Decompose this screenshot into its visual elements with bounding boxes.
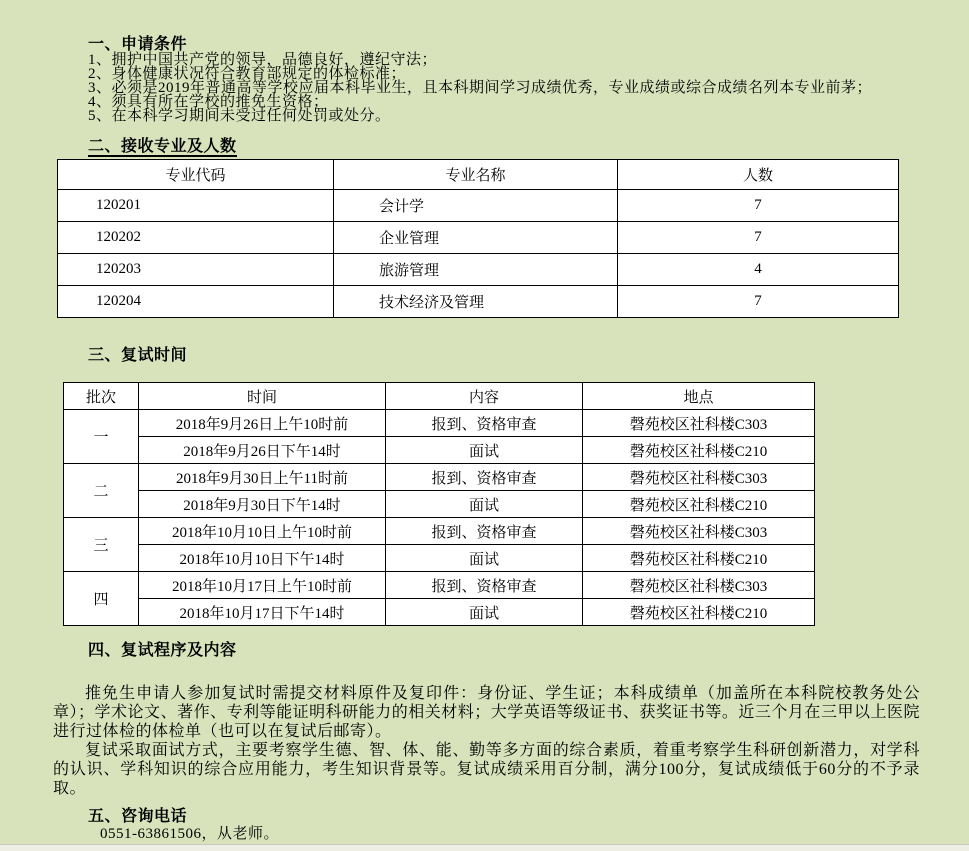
table-row (64, 437, 815, 464)
major-name-cell: 技术经济及管理 (334, 286, 618, 318)
column-header-location: 地点 (583, 383, 815, 410)
batch-cell: 二 (64, 464, 139, 518)
schedule-table-header-row (64, 383, 815, 410)
time-cell: 2018年10月10日上午10时前 (139, 518, 386, 545)
count-cell: 4 (618, 254, 899, 286)
column-header-time: 时间 (139, 383, 386, 410)
location-cell: 磬苑校区社科楼C303 (583, 572, 815, 599)
table-row (64, 572, 815, 599)
content-cell: 报到、资格审查 (386, 464, 583, 491)
time-cell: 2018年10月10日下午14时 (139, 545, 386, 572)
major-code-cell: 120202 (58, 222, 334, 254)
major-code-cell: 120203 (58, 254, 334, 286)
table-row (58, 254, 899, 286)
major-name-cell: 旅游管理 (334, 254, 618, 286)
table-row (64, 410, 815, 437)
major-code-cell: 120201 (58, 190, 334, 222)
table-row (64, 491, 815, 518)
condition-item: 2、身体健康状况符合教育部规定的体检标准； (88, 66, 407, 82)
content-cell: 面试 (386, 599, 583, 626)
major-name-cell: 企业管理 (334, 222, 618, 254)
section-heading-accepted-majors-text: 二、接收专业及人数 (88, 138, 237, 155)
batch-cell: 三 (64, 518, 139, 572)
section-heading-application-conditions: 一、申请条件 (88, 36, 188, 53)
time-cell: 2018年9月26日上午10时前 (139, 410, 386, 437)
column-header-content: 内容 (386, 383, 583, 410)
batch-cell: 四 (64, 572, 139, 626)
column-header-major-code: 专业代码 (58, 160, 334, 190)
time-cell: 2018年9月30日下午14时 (139, 491, 386, 518)
time-cell: 2018年10月17日下午14时 (139, 599, 386, 626)
table-row (64, 518, 815, 545)
table-row (58, 222, 899, 254)
table-row (64, 464, 815, 491)
location-cell: 磬苑校区社科楼C210 (583, 545, 815, 572)
section-heading-interview-time: 三、复试时间 (88, 347, 188, 364)
majors-table-header-row (58, 160, 899, 190)
procedure-paragraph-materials: 推免生申请人参加复试时需提交材料原件及复印件：身份证、学生证；本科成绩单（加盖所在本科院校教务处公章）；学术论文、著作、专利等能证明科研能力的相关材料；大学英语等级证书、获奖证书等。近三个月在三甲以上医院进行过体检的体检单（也可以在复试后邮寄）。 (53, 685, 920, 740)
condition-item: 4、须具有所在学校的推免生资格； (88, 94, 329, 110)
content-cell: 报到、资格审查 (386, 518, 583, 545)
table-row (58, 190, 899, 222)
application-conditions-list (0, 53, 969, 123)
content-cell: 面试 (386, 545, 583, 572)
section-heading-contact-phone: 五、咨询电话 (88, 808, 188, 825)
majors-table (57, 159, 899, 318)
section-heading-interview-procedure: 四、复试程序及内容 (88, 642, 237, 659)
procedure-paragraph-scoring: 复试采取面试方式，主要考察学生德、智、体、能、勤等多方面的综合素质，着重考察学生科研创新潜力，对学科的认识、学科知识的综合应用能力，考生知识背景等。复试成绩采用百分制，满分100分，复试成绩低于60分的不予录取。 (53, 742, 920, 797)
batch-cell: 一 (64, 410, 139, 464)
column-header-batch: 批次 (64, 383, 139, 410)
time-cell: 2018年9月30日上午11时前 (139, 464, 386, 491)
count-cell: 7 (618, 222, 899, 254)
location-cell: 磬苑校区社科楼C210 (583, 437, 815, 464)
count-cell: 7 (618, 190, 899, 222)
column-header-count: 人数 (618, 160, 899, 190)
condition-item: 3、必须是2019年普通高等学校应届本科毕业生，且本科期间学习成绩优秀，专业成绩或综合成绩名列本专业前茅； (88, 80, 873, 96)
time-cell: 2018年10月17日上午10时前 (139, 572, 386, 599)
bottom-strip (0, 844, 969, 851)
location-cell: 磬苑校区社科楼C303 (583, 464, 815, 491)
major-code-cell: 120204 (58, 286, 334, 318)
table-row (64, 599, 815, 626)
procedure-paragraphs (0, 684, 969, 798)
section-heading-accepted-majors (88, 139, 969, 157)
table-row (64, 545, 815, 572)
location-cell: 磬苑校区社科楼C303 (583, 518, 815, 545)
contact-phone-number: 0551-63861506，从老师。 (100, 826, 279, 842)
location-cell: 磬苑校区社科楼C210 (583, 599, 815, 626)
content-cell: 面试 (386, 491, 583, 518)
table-row (58, 286, 899, 318)
location-cell: 磬苑校区社科楼C303 (583, 410, 815, 437)
content-cell: 报到、资格审查 (386, 410, 583, 437)
condition-item: 5、在本科学习期间未受过任何处罚或处分。 (88, 108, 391, 124)
interview-schedule-table (63, 382, 815, 626)
time-cell: 2018年9月26日下午14时 (139, 437, 386, 464)
column-header-major-name: 专业名称 (334, 160, 618, 190)
content-cell: 面试 (386, 437, 583, 464)
location-cell: 磬苑校区社科楼C210 (583, 491, 815, 518)
condition-item: 1、拥护中国共产党的领导，品德良好，遵纪守法； (88, 52, 438, 68)
count-cell: 7 (618, 286, 899, 318)
content-cell: 报到、资格审查 (386, 572, 583, 599)
major-name-cell: 会计学 (334, 190, 618, 222)
